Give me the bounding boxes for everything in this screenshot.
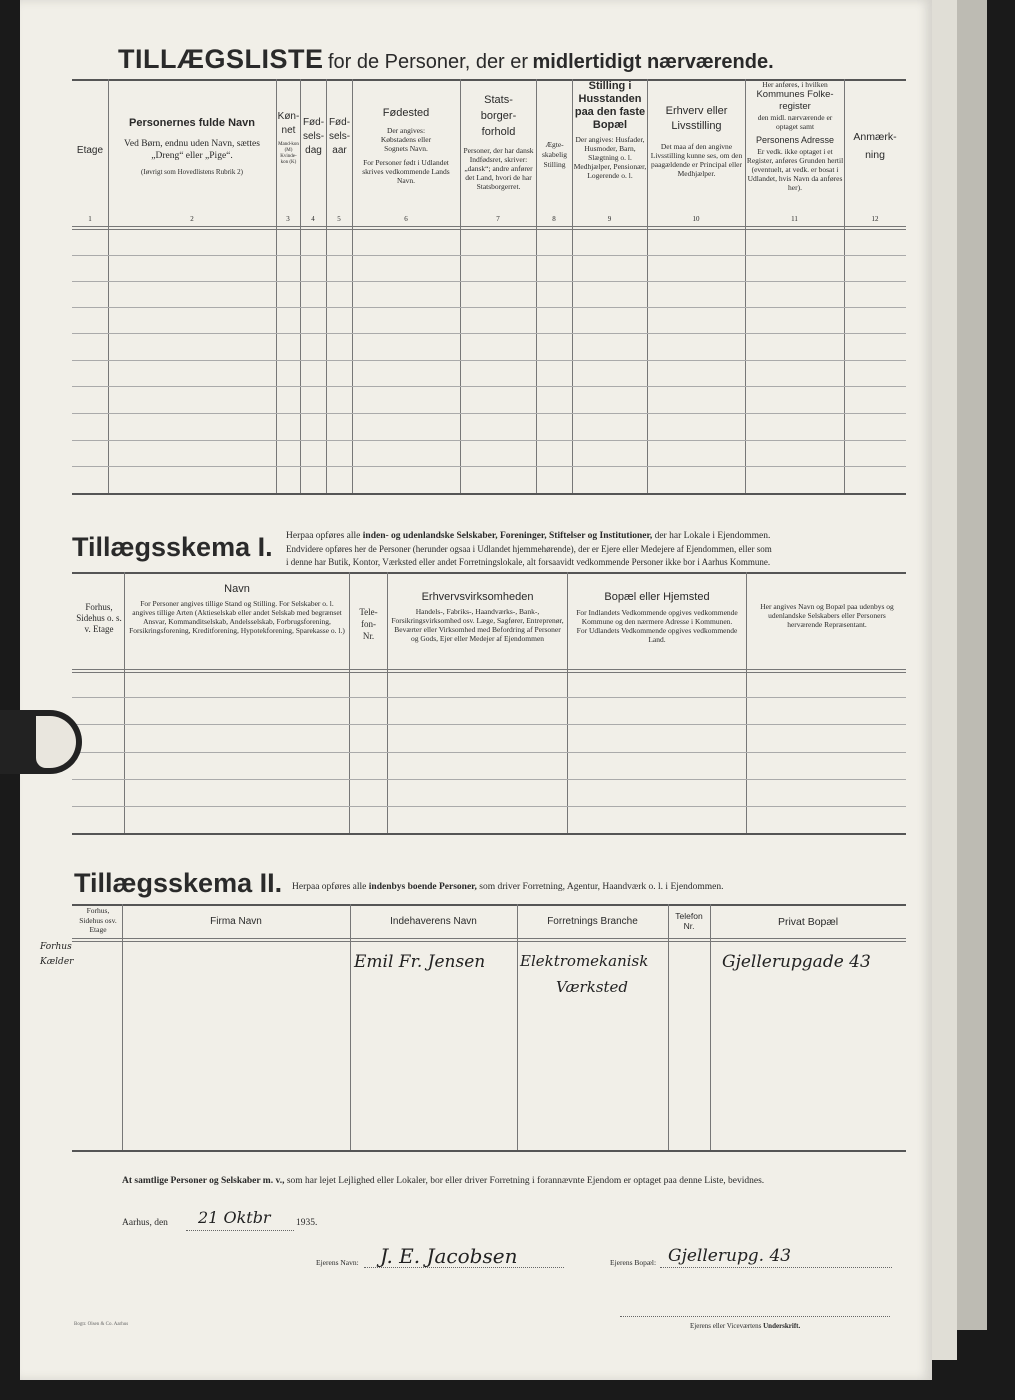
skema2-desc-c: som driver Forretning, Agentur, Haandværk o. l. i Ejendommen. <box>479 882 724 892</box>
col-number-5: 5 <box>337 215 341 223</box>
col-statsborger-sub: Personer, der har dansk Indfødsret, skriver: „dansk“; andre anfører det Land, hvori de har Statsborgerret. <box>463 146 534 191</box>
col-etage: Etage <box>76 145 104 156</box>
skema1-col-etage: Forhus, Sidehus o. s. v. Etage <box>76 602 122 634</box>
col-fodested <box>354 106 458 185</box>
place-label: Aarhus, den <box>122 1218 168 1228</box>
skema1-col-erhverv-sub: Handels-, Fabriks-, Haandværks-, Bank-, Forsikringsvirksomhed osv. Læge, Sagfører, Entreprenør, Beværter eller Virksomhed med Befordring af Personer og Gods, Ejer eller Medejer af Ejendommen <box>391 607 564 643</box>
date-handwritten: 21 Oktbr <box>198 1208 271 1227</box>
col-fodested-note: For Personer født i Udlandet skrives vedkommende Lands Navn. <box>362 158 450 185</box>
col-number-8: 8 <box>552 215 556 223</box>
col-folkeregister-pre: Her anføres, i hvilken <box>762 80 828 89</box>
skema1-col-bopael-head: Bopæl eller Hjemsted <box>604 591 710 603</box>
skema1-col-navn-sub: For Personer angives tillige Stand og Stilling. For Selskaber o. l. angives tillige Arten (Aktieselskab eller andet Selskab med begrænset Ansvar, Kommanditselskab, Andelsselskab, Forbrugsforening, Forsikringsforening, Kreditforening, Hypotekforening, Sparekasse o. l.) <box>129 599 345 635</box>
col-navn-note: (Iøvrigt som Hovedlistens Rubrik 2) <box>141 168 243 176</box>
skema2-col-branche: Forretnings Branche <box>547 916 638 927</box>
col-folkeregister-head: Kommunes Folke-register <box>756 89 834 112</box>
skema1-desc1-c: der har Lokale i Ejendommen. <box>654 531 771 541</box>
skema1-desc2: Endvidere opføres her de Personer (herunder ogsaa i Udlandet hjemmehørende), der er Ejere eller Medejere af Ejendommen, eller som <box>286 544 772 554</box>
col-number-6: 6 <box>404 215 408 223</box>
skema2-col-privat-bopael: Privat Bopæl <box>777 916 839 928</box>
year: 1935. <box>296 1218 318 1228</box>
skema1-col-erhverv-head: Erhvervsvirksomheden <box>421 591 534 603</box>
col-navn-sub: Ved Børn, endnu uden Navn, sættes „Dreng“ eller „Pige“. <box>124 139 260 161</box>
col-stilling <box>573 80 647 180</box>
owner-address-line <box>660 1267 892 1268</box>
attestation-b: som har lejet Lejlighed eller Lokaler, bor eller driver Forretning i forannævnte Ejendom er optaget paa denne Liste, bevidnes. <box>286 1176 765 1186</box>
col-fodselsaar: Fød-sels-aar <box>328 117 351 156</box>
col-number-12: 12 <box>871 215 879 223</box>
col-number-7: 7 <box>496 215 500 223</box>
col-folkeregister-head2: Personens Adresse <box>755 135 835 145</box>
col-navn <box>110 116 274 176</box>
col-erhverv <box>649 104 744 178</box>
date-line <box>186 1230 294 1231</box>
skema1-desc3: i denne har Butik, Kontor, Værksted eller andet Forretningslokale, alt forsaavidt vedkommende Personer ikke bor i Aarhus Kommune. <box>286 557 771 567</box>
skema2-row-indehaver: Emil Fr. Jensen <box>354 952 486 972</box>
title-rest-b: midlertidigt nærværende. <box>532 51 774 73</box>
col-konnet-sub: Mand-kon (M) Kvinde-kon (K) <box>278 142 299 165</box>
col-anmaerkning: Anmærk-ning <box>853 131 897 161</box>
title-rest-a: for de Personer, der er <box>327 51 529 73</box>
skema1-title: Tillægsskema I. <box>72 532 273 562</box>
col-fodested-sub: Der angives: Købstadens eller Sognets Navn. <box>380 126 432 153</box>
form-page <box>20 0 932 1380</box>
skema1-desc1-b: inden- og udenlandske Selskaber, Foreninger, Stiftelser og Institutioner, <box>362 531 653 541</box>
next-page-edge <box>932 0 957 1360</box>
attestation <box>122 1176 906 1186</box>
col-fodselsdag: Fød-sels-dag <box>302 117 325 156</box>
skema2-col-telefon: Telefon Nr. <box>675 911 703 931</box>
owner-name-handwritten: J. E. Jacobsen <box>380 1244 518 1268</box>
skema1-col-bopael <box>570 590 744 644</box>
skema2-row-branche-2: Værksted <box>556 978 629 996</box>
col-number-9: 9 <box>607 215 612 223</box>
col-konnet-head: Køn-net <box>277 111 300 136</box>
skema2-col-indehaver: Indehaverens Navn <box>390 916 477 927</box>
skema2-title: Tillægsskema II. <box>74 868 283 898</box>
skema2-description <box>292 882 723 892</box>
col-number-10: 10 <box>692 215 700 223</box>
skema2-desc-b: indenbys boende Personer, <box>368 882 477 892</box>
attestation-a: At samtlige Personer og Selskaber m. v., <box>122 1176 285 1186</box>
printer-imprint: Bogtr. Olsen & Co. Aarhus <box>74 1322 129 1327</box>
skema2-col-firma: Firma Navn <box>210 916 262 927</box>
col-number-1: 1 <box>88 215 92 223</box>
signature-line <box>620 1316 890 1317</box>
col-folkeregister-sub: den midl. nærværende er optaget samt <box>757 113 833 131</box>
col-number-4: 4 <box>311 215 315 223</box>
owner-address-label: Ejerens Bopæl: <box>610 1258 657 1267</box>
owner-address-handwritten: Gjellerupg. 43 <box>668 1246 792 1266</box>
skema1-col-repraesentant: Her angives Navn og Bopæl paa udenbys og udenlandske Selskabers eller Personers herværende Repræsentant. <box>760 602 894 629</box>
col-folkeregister-note: Er vedk. ikke optaget i et Register, anføres Grunden hertil (eventuelt, at vedk. er bosat i Udlandet, hvis Navn da anføres her). <box>746 147 844 192</box>
col-konnet <box>277 110 300 166</box>
skema1-col-navn-head: Navn <box>224 583 250 595</box>
col-navn-head: Personernes fulde Navn <box>129 117 255 129</box>
title-main: TILLÆGSLISTE <box>118 44 324 74</box>
signature-label <box>690 1322 800 1330</box>
skema2-row-bopael: Gjellerupgade 43 <box>722 952 871 972</box>
col-stilling-sub: Der angives: Husfader, Husmoder, Barn, Slægtning o. l. Medhjælper, Pensionær, Logerende o. l. <box>573 135 647 180</box>
signature-label-a: Ejerens eller Viceværtens <box>690 1322 762 1330</box>
skema2-col-etage: Forhus, Sidehus osv. Etage <box>79 906 117 934</box>
col-statsborger <box>462 92 535 191</box>
col-stilling-head: Stilling i Husstanden paa den faste Bopæl <box>574 80 646 131</box>
skema2-row-branche-1: Elektromekanisk <box>520 952 649 970</box>
book-edge <box>957 0 987 1330</box>
col-statsborger-head: Stats-borger-forhold <box>480 94 517 138</box>
skema2-desc-a: Herpaa opføres alle <box>292 882 367 892</box>
col-number-11: 11 <box>791 215 798 223</box>
col-erhverv-head: Erhverv eller Livsstilling <box>665 105 728 132</box>
col-number-3: 3 <box>286 215 290 223</box>
skema1-desc1-a: Herpaa opføres alle <box>286 531 361 541</box>
skema1-col-bopael-sub: For Indlandets Vedkommende opgives vedkommende Kommune og den nærmere Adresse i Kommunen. For Udlandets Vedkommende opgives vedkommende Land. <box>576 608 738 644</box>
thumb-holding-page <box>0 710 82 774</box>
skema1-col-erhverv <box>390 590 565 643</box>
skema2-row-etage: Forhus Kælder <box>40 942 74 967</box>
col-erhverv-sub: Det maa af den angivne Livsstilling kunne ses, om den paagældende er Principal eller Medhjælper. <box>650 142 743 178</box>
skema1-col-navn <box>128 582 346 635</box>
owner-name-label: Ejerens Navn: <box>316 1258 359 1267</box>
col-fodested-head: Fødested <box>382 107 430 119</box>
col-aegteskab: Ægte-skabelig Stilling <box>542 140 567 169</box>
signature-label-b: Underskrift. <box>763 1322 801 1330</box>
col-folkeregister <box>746 80 844 192</box>
skema1-col-telefon: Tele-fon-Nr. <box>359 607 378 641</box>
skema1-description <box>286 530 906 569</box>
page-title <box>118 44 898 75</box>
col-number-2: 2 <box>190 215 194 223</box>
